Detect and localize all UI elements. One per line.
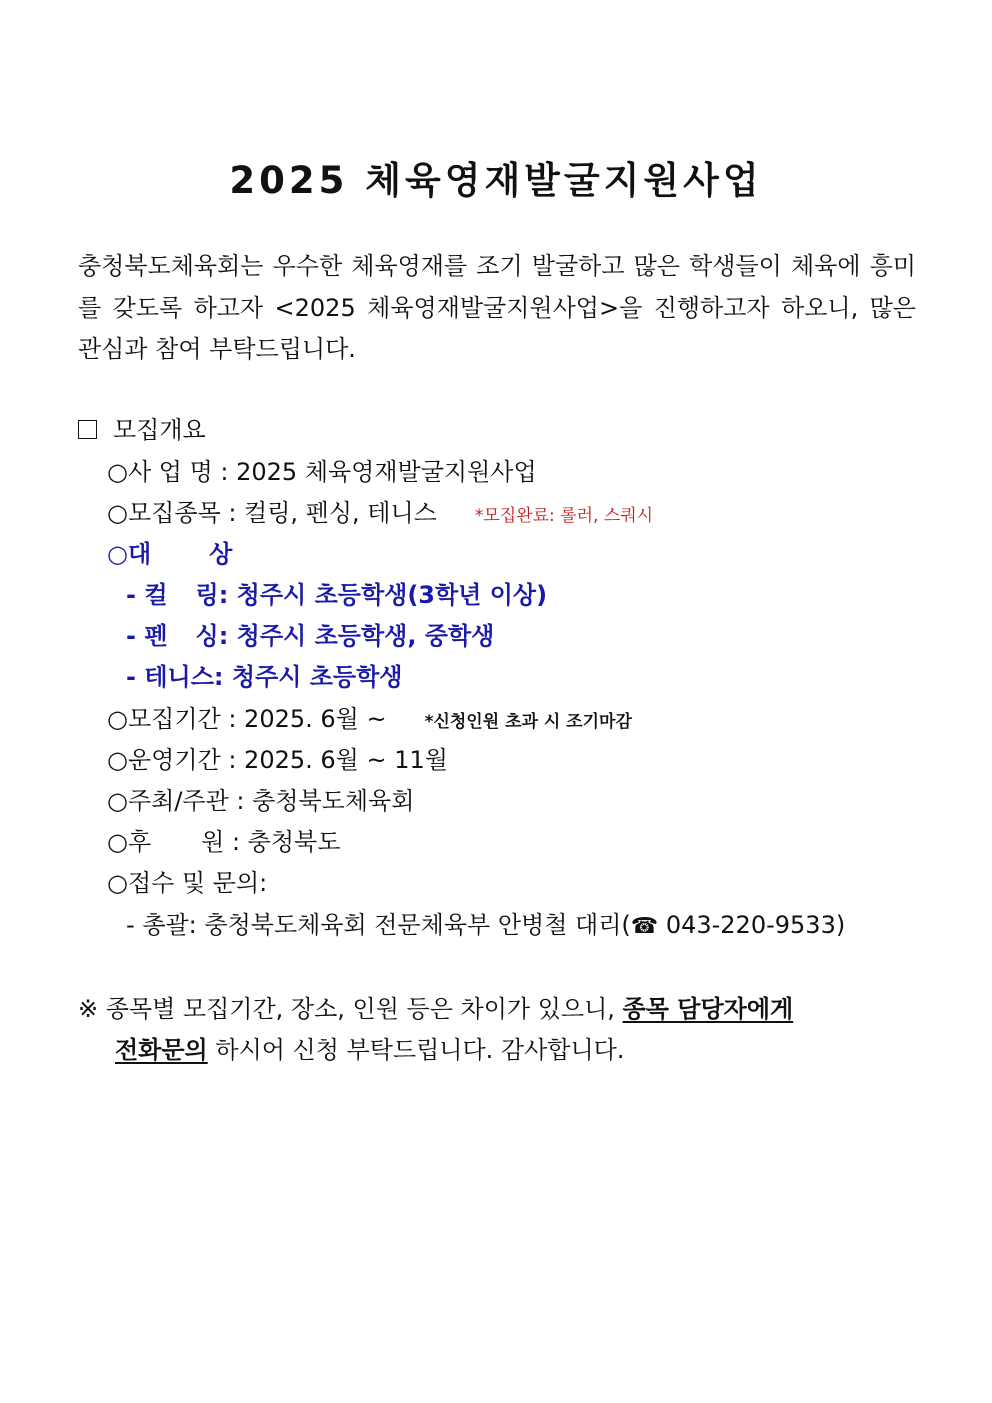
- item-sponsor: [107, 825, 340, 859]
- footer-emphasis-2: 전화문의: [115, 1036, 208, 1064]
- item-separator: :: [212, 458, 237, 486]
- dash-marker: -: [126, 581, 136, 609]
- circle-bullet-icon: ○: [107, 746, 128, 774]
- circle-bullet-icon: ○: [107, 540, 128, 568]
- dash-marker: -: [126, 622, 136, 650]
- sub-value: 청주시 초등학생, 중학생: [236, 622, 495, 650]
- item-business-name: [107, 455, 537, 489]
- circle-bullet-icon: ○: [107, 869, 128, 897]
- dash-marker: -: [126, 663, 136, 691]
- footer-note-line-2: [115, 1033, 624, 1067]
- footer-emphasis-1: 종목 담당자에게: [622, 995, 794, 1023]
- item-contact: [107, 866, 267, 900]
- circle-bullet-icon: ○: [107, 705, 128, 733]
- footer-note-line-1: [78, 992, 793, 1026]
- circle-bullet-icon: ○: [107, 828, 128, 856]
- item-label: 모집기간: [127, 705, 221, 733]
- reference-mark-icon: ※: [78, 995, 99, 1023]
- item-separator: :: [224, 828, 248, 856]
- sub-label-2: 싱:: [195, 622, 229, 650]
- item-separator: :: [220, 705, 245, 733]
- item-separator: :: [220, 499, 245, 527]
- item-value: 컬링, 펜싱, 테니스: [244, 499, 437, 527]
- section-heading: [78, 413, 206, 447]
- item-label: 후: [127, 828, 152, 856]
- sub-label: 컬: [144, 581, 168, 609]
- sub-label-2: 링:: [195, 581, 229, 609]
- item-separator: :: [220, 746, 245, 774]
- target-sub-fencing: [126, 619, 494, 653]
- item-label-2: 원: [201, 828, 225, 856]
- item-value: 충청북도: [247, 828, 341, 856]
- contact-text: 총괄: 충청북도체육회 전문체육부 안병철 대리(: [142, 911, 631, 939]
- footer-text: 종목별 모집기간, 장소, 인원 등은 차이가 있으니,: [105, 995, 623, 1023]
- completed-note: *모집완료: 롤러, 스쿼시: [474, 506, 654, 526]
- item-label: 운영기간: [127, 746, 221, 774]
- item-value: 2025 체육영재발굴지원사업: [236, 458, 537, 486]
- intro-paragraph: 충청북도체육회는 우수한 체육영재를 조기 발굴하고 많은 학생들이 체육에 흥미를 갖도록 하고자 <2025 체육영재발굴지원사업>을 진행하고자 하오니, 많은 관심과 참여 부탁드립니다.: [78, 252, 916, 363]
- target-sub-tennis: [126, 660, 403, 694]
- item-operation-period: [107, 743, 448, 777]
- section-heading-text: 모집개요: [113, 416, 206, 444]
- phone-number: 043-220-9533): [658, 911, 846, 939]
- item-target: [107, 537, 232, 571]
- item-label: 접수 및 문의:: [127, 869, 268, 897]
- item-separator: :: [228, 787, 253, 815]
- early-close-note: *신청인원 초과 시 조기마감: [424, 712, 632, 732]
- contact-detail: [126, 908, 845, 944]
- item-recruit-period: [107, 702, 632, 739]
- footer-text-2: 하시어 신청 부탁드립니다. 감사합니다.: [207, 1036, 625, 1064]
- item-label-2: 상: [209, 540, 233, 568]
- target-sub-curling: [126, 578, 547, 612]
- sub-label: 펜: [144, 622, 168, 650]
- item-label: 모집종목: [127, 499, 221, 527]
- circle-bullet-icon: ○: [107, 499, 128, 527]
- item-host: [107, 784, 414, 818]
- item-label: 주최/주관: [127, 787, 229, 815]
- document-title: 2025 체육영재발굴지원사업: [229, 159, 763, 202]
- item-value: 2025. 6월 ~: [244, 705, 387, 733]
- sub-label: 테니스:: [144, 663, 224, 691]
- item-value: 충청북도체육회: [252, 787, 415, 815]
- circle-bullet-icon: ○: [107, 787, 128, 815]
- sub-value: 청주시 초등학생(3학년 이상): [236, 581, 548, 609]
- circle-bullet-icon: ○: [107, 458, 128, 486]
- phone-icon: ☎: [630, 914, 659, 939]
- item-sports: [107, 496, 653, 533]
- dash-marker: -: [126, 911, 135, 939]
- item-label: 대: [127, 540, 152, 568]
- sub-value: 청주시 초등학생: [231, 663, 403, 691]
- item-value: 2025. 6월 ~ 11월: [244, 746, 448, 774]
- checkbox-square-icon: [78, 420, 97, 439]
- item-label: 사 업 명: [127, 458, 213, 486]
